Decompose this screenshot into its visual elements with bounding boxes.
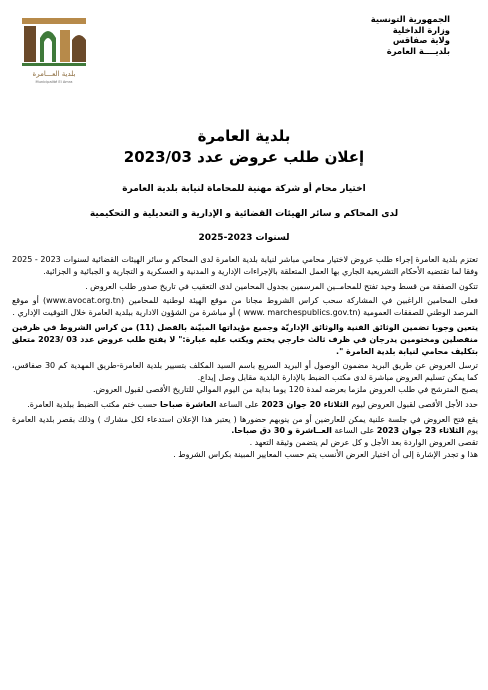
paragraph-validity: يصبح المترشح في طلب العروض ملزما بعرضه لمدة 120 يوما بداية من اليوم الموالي للتاريخ الأقصى لقبول العروض. [93, 384, 478, 394]
republic-label: الجمهورية التونسية [370, 14, 450, 24]
ministry-label: وزارة الداخلية [392, 24, 450, 35]
specifications-text-b: أو موقع المرصد الوطني للصفقات العمومية [12, 296, 478, 318]
deadline-date: الثلاثاء 20 جوان 2023 [261, 399, 349, 409]
paragraph-intent: تعتزم بلدية العامرة إجراء طلب عروض لاختيار محامي مباشر لنيابة بلدية العامرة لدى المحاكم و سائر الهيئات القضائية لسنوات 2023 - 2025 وفقا لما تقتضيه الأحكام التشريعية الجاري بها العمل المتعلقة بالإجراءات الإدارية و المدنية و العسكرية و التجارية و الجبائية و الجزائية. [12, 255, 478, 276]
logo-caption: بلدية العـــامرة [32, 70, 76, 78]
subject-line-2: لدى المحاكم و سائر الهيئات القضائية و الإدارية و التعديلية و التحكيمية [89, 209, 399, 219]
announcement-body [12, 254, 478, 461]
paragraph-envelope-requirements: يتعين وجوبا تضمين الوثائق الفنية والوثائق الإداريّة وجميع مؤيداتها المبيّنة بالفصل (11) من كراس الشروط في ظرفين منفصلين ومختومين يدرجان في ظرف ثالث خارجي يختم ويكتب عليه عبارة:" لا يفتح طلب عروض عدد 03 /2023 متعلق بتكليف محامي لنيابة بلدية العامرة ". [12, 322, 478, 356]
subject-line-1: اختيار محام أو شركة مهنية للمحاماة لنيابة بلدية العامرة [122, 184, 366, 194]
specifications-text-c: أو مباشرة من الشؤون الادارية ببلدية العامرة خلال التوقيت الإداري . [12, 308, 236, 318]
opening-text-a: يقع فتح العروض في جلسة علنية يمكن للعارضين أو من ينوبهم حضورها ( يعتبر هذا الإعلان استدعاء لكل مشارك ) وذلك بقصر بلدية العامرة يوم [12, 414, 478, 436]
paragraph-lot: تتكون الصفقة من قسط وحيد تفتح للمحامــين المرسمين بجدول المحامين لدى التعقيب في تاريخ صدور طلب العروض . [85, 281, 478, 291]
paragraph-opening [12, 414, 478, 438]
marchespublics-website-link[interactable]: ( www. marchespublics.gov.tn) [237, 308, 361, 318]
paragraph-submission: ترسل العروض عن طريق البريد مضمون الوصول أو البريد السريع باسم السيد المكلف بتسيير بلدية العامرة-طريق المهدية كم 30 صفاقس، كما يمكن تسليم العروض مباشرة لدى مكتب الضبط بالإدارة البلدية مقابل وصل إيداع. [12, 361, 478, 383]
deadline-text-b: على الساعة [218, 399, 259, 409]
opening-time: العــاشرة و 30 دق صباحا. [231, 426, 332, 436]
deadline-time: العاشرة صباحا [160, 399, 217, 409]
deadline-text-a: حدد الأجل الأقصى لقبول العروض ليوم [351, 399, 478, 409]
paragraph-deadline [12, 399, 478, 411]
avocat-website-link[interactable]: (www.avocat.org.tn) [43, 296, 125, 306]
subject-line-3: لسنوات 2023-2025 [198, 233, 290, 243]
opening-text-b: على الساعة [334, 426, 375, 436]
paragraph-selection: هذا و تجدر الإشارة إلى أن اختيار العرض الأنسب يتم حسب المعايير المبينة بكراس الشروط . [173, 449, 478, 459]
paragraph-specifications [12, 295, 478, 319]
paragraph-exclusion: تقصى العروض الواردة بعد الأجل و كل عرض لم يتضمن وثيقة التعهد . [249, 438, 478, 448]
deadline-text-c: حسب ختم مكتب الضبط ببلدية العامرة. [27, 399, 158, 409]
municipality-title: بلدية العامرة [197, 127, 291, 145]
logo-subcaption: Municipalité El Amra [35, 80, 73, 84]
specifications-text-a: فعلى المحامين الراغبين في المشاركة سحب كراس الشروط مجانا من موقع الهيئة لوطنية للمحامين [128, 296, 478, 306]
announcement-title: إعلان طلب عروض عدد 2023/03 [123, 148, 365, 166]
opening-date: الثلاثاء 23 جوان 2023 [376, 426, 465, 436]
governorate-label: ولاية صفاقس [392, 35, 450, 46]
municipality-label: بلديــــة العامرة [386, 45, 450, 56]
government-header [290, 14, 450, 56]
